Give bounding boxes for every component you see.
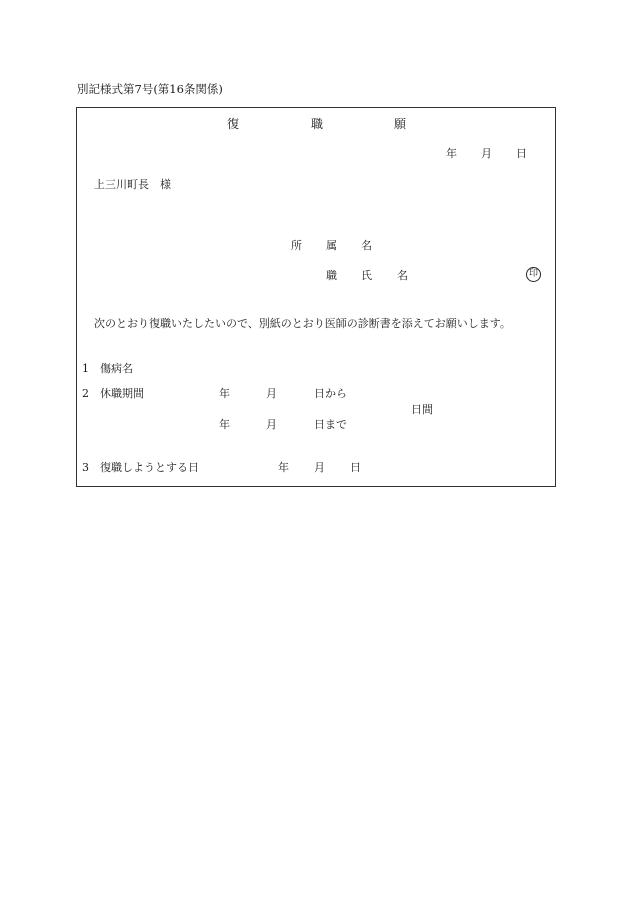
item1-label: 傷病名 — [100, 362, 133, 375]
item3-year: 年 — [278, 461, 289, 474]
item2-to-year: 年 — [219, 418, 230, 431]
item2-label: 休職期間 — [100, 387, 144, 400]
form-title-char-3: 願 — [394, 117, 407, 131]
affiliation-label-char-3: 名 — [361, 239, 372, 252]
name-label-char-3: 名 — [397, 269, 408, 282]
form-header: 別記様式第7号(第16条関係) — [77, 82, 223, 96]
affiliation-label-char-2: 属 — [326, 239, 337, 252]
item2-days: 日間 — [411, 403, 433, 416]
item2-to-month: 月 — [266, 418, 277, 431]
item2-number: 2 — [82, 387, 89, 400]
item2-to-day: 日まで — [314, 418, 347, 431]
request-statement: 次のとおり復職いたしたいので、別紙のとおり医師の診断書を添えてお願いします。 — [94, 317, 511, 330]
item3-number: 3 — [82, 461, 89, 474]
date-year-label: 年 — [446, 147, 457, 160]
item2-from-year: 年 — [219, 387, 230, 400]
item3-label: 復職しようとする日 — [100, 461, 199, 474]
form-title-char-2: 職 — [311, 117, 324, 131]
item2-from-day: 日から — [314, 387, 347, 400]
form-title-char-1: 復 — [227, 117, 240, 131]
item1-number: 1 — [82, 362, 89, 375]
addressee: 上三川町長 様 — [94, 178, 171, 191]
date-day-label: 日 — [516, 147, 527, 160]
affiliation-label-char-1: 所 — [291, 239, 302, 252]
name-label-char-2: 氏 — [361, 269, 372, 282]
item3-month: 月 — [314, 461, 325, 474]
item2-from-month: 月 — [266, 387, 277, 400]
name-label-char-1: 職 — [326, 269, 337, 282]
seal-mark: 印 — [526, 267, 541, 282]
item3-day: 日 — [350, 461, 361, 474]
date-month-label: 月 — [481, 147, 492, 160]
